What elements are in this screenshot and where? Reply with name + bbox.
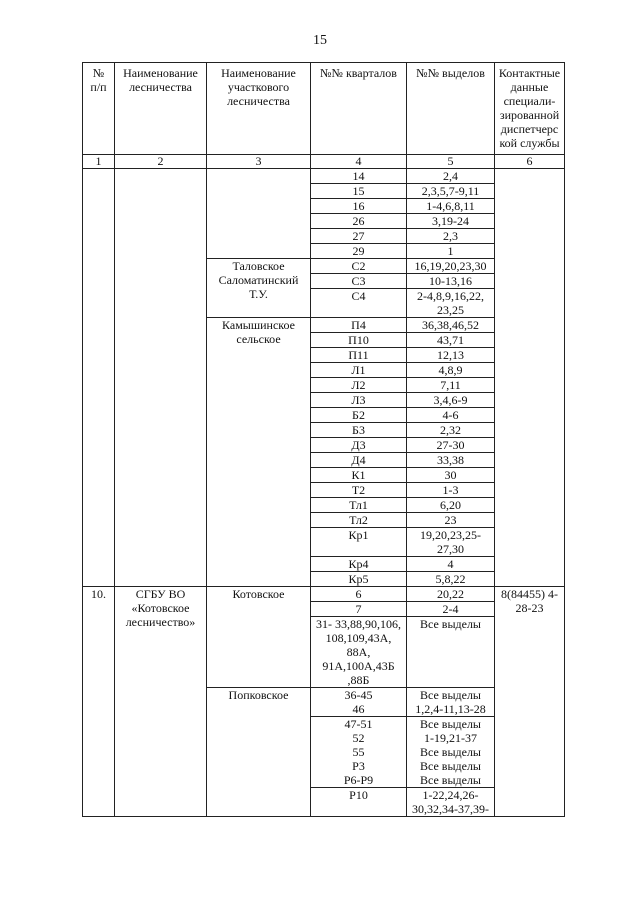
cell-plots: 19,20,23,25- 27,30 (407, 528, 495, 557)
header-contact: Контактные данные специали- зированной диспетчерс кой службы (495, 63, 565, 155)
cell-block: С2 (311, 259, 407, 274)
cell-block: 7 (311, 602, 407, 617)
col-num-1: 1 (83, 155, 115, 169)
cell-plots: 1-22,24,26- 30,32,34-37,39- (407, 788, 495, 817)
cell-plots: 33,38 (407, 453, 495, 468)
cell-plots: 2,4 (407, 169, 495, 184)
cell-plots: 6,20 (407, 498, 495, 513)
cell-block: Л1 (311, 363, 407, 378)
cell-block: Кр5 (311, 572, 407, 587)
cell-district: Камышинское сельское (207, 318, 311, 587)
cell-plots: 20,22 (407, 587, 495, 602)
cell-forestry-empty (115, 169, 207, 587)
col-num-2: 2 (115, 155, 207, 169)
cell-block: 27 (311, 229, 407, 244)
col-num-3: 3 (207, 155, 311, 169)
cell-block: Б2 (311, 408, 407, 423)
table-row (83, 587, 565, 602)
forestry-table (82, 62, 565, 817)
cell-plots: 27-30 (407, 438, 495, 453)
cell-block: 26 (311, 214, 407, 229)
cell-plots: Все выделы 1,2,4-11,13-28 (407, 688, 495, 717)
cell-block: Д4 (311, 453, 407, 468)
cell-block: П4 (311, 318, 407, 333)
cell-plots: 36,38,46,52 (407, 318, 495, 333)
cell-n-empty (83, 169, 115, 587)
cell-n: 10. (83, 587, 115, 817)
column-number-row (83, 155, 565, 169)
cell-block: С4 (311, 289, 407, 318)
cell-plots: 3,19-24 (407, 214, 495, 229)
cell-block: Т2 (311, 483, 407, 498)
cell-block: Л2 (311, 378, 407, 393)
cell-block: П11 (311, 348, 407, 363)
cell-district: Попковское (207, 688, 311, 817)
cell-plots: 1 (407, 244, 495, 259)
cell-block: 31- 33,88,90,106, 108,109,43А, 88А, 91А,100А,43Б ,88Б (311, 617, 407, 688)
cell-block: П10 (311, 333, 407, 348)
cell-plots: 10-13,16 (407, 274, 495, 289)
cell-plots: 16,19,20,23,30 (407, 259, 495, 274)
cell-plots: 1-3 (407, 483, 495, 498)
cell-block: Д3 (311, 438, 407, 453)
cell-plots: 2,3,5,7-9,11 (407, 184, 495, 199)
cell-block: С3 (311, 274, 407, 289)
header-blocks: №№ кварталов (311, 63, 407, 155)
cell-plots: Все выделы (407, 617, 495, 688)
cell-plots: 5,8,22 (407, 572, 495, 587)
cell-plots: 12,13 (407, 348, 495, 363)
cell-plots: 4,8,9 (407, 363, 495, 378)
table-row (83, 169, 565, 184)
cell-block: Тл1 (311, 498, 407, 513)
cell-block: Кр1 (311, 528, 407, 557)
header-district: Наименование участкового лесничества (207, 63, 311, 155)
header-n: № п/п (83, 63, 115, 155)
cell-plots: 4 (407, 557, 495, 572)
cell-plots: 2,32 (407, 423, 495, 438)
cell-plots: 43,71 (407, 333, 495, 348)
cell-plots: 1-4,6,8,11 (407, 199, 495, 214)
cell-block: 36-45 46 (311, 688, 407, 717)
cell-plots: 7,11 (407, 378, 495, 393)
cell-block: К1 (311, 468, 407, 483)
cell-plots: Все выделы 1-19,21-37 Все выделы Все выделы Все выделы (407, 717, 495, 788)
col-num-6: 6 (495, 155, 565, 169)
header-row (83, 63, 565, 155)
cell-block: 6 (311, 587, 407, 602)
cell-plots: 23 (407, 513, 495, 528)
col-num-4: 4 (311, 155, 407, 169)
cell-plots: 2-4,8,9,16,22, 23,25 (407, 289, 495, 318)
cell-block: Р10 (311, 788, 407, 817)
cell-block: 16 (311, 199, 407, 214)
cell-district: Таловское Саломатинский Т.У. (207, 259, 311, 318)
cell-forestry: СГБУ ВО «Котовское лесничество» (115, 587, 207, 817)
cell-block: Л3 (311, 393, 407, 408)
cell-contact-empty (495, 169, 565, 587)
cell-block: 15 (311, 184, 407, 199)
cell-district: Котовское (207, 587, 311, 688)
header-plots: №№ выделов (407, 63, 495, 155)
cell-plots: 30 (407, 468, 495, 483)
cell-block: 29 (311, 244, 407, 259)
cell-block: Б3 (311, 423, 407, 438)
header-forestry: Наименование лесничества (115, 63, 207, 155)
cell-block: Тл2 (311, 513, 407, 528)
cell-block: Кр4 (311, 557, 407, 572)
cell-district (207, 169, 311, 259)
cell-plots: 3,4,6-9 (407, 393, 495, 408)
cell-block: 47-51 52 55 Р3 Р6-Р9 (311, 717, 407, 788)
col-num-5: 5 (407, 155, 495, 169)
cell-plots: 2,3 (407, 229, 495, 244)
cell-contact: 8(84455) 4-28-23 (495, 587, 565, 817)
cell-block: 14 (311, 169, 407, 184)
cell-plots: 4-6 (407, 408, 495, 423)
page-number: 15 (313, 33, 327, 48)
cell-plots: 2-4 (407, 602, 495, 617)
